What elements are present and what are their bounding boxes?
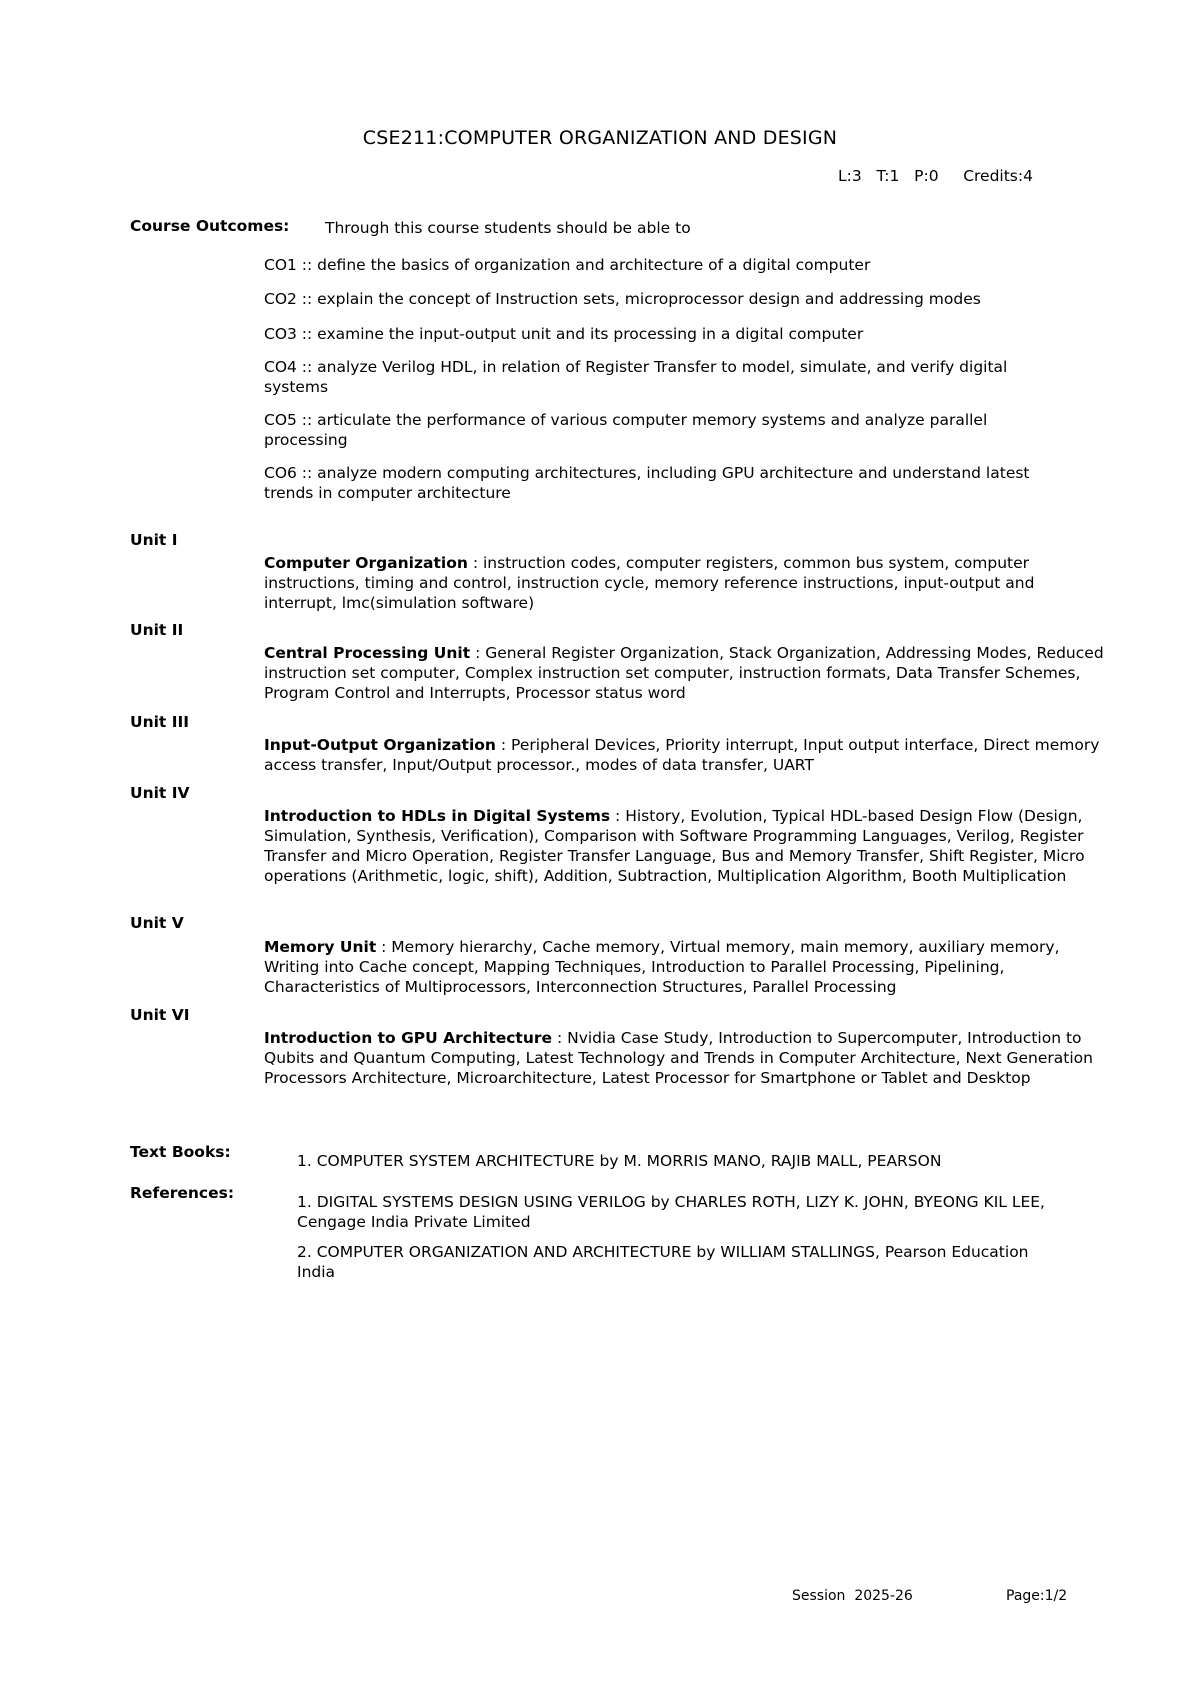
course-outcome-item: CO5 :: articulate the performance of various computer memory systems and analyze parallel processing: [264, 411, 988, 449]
unit-3-heading: Input-Output Organization: [264, 736, 496, 754]
unit-2-content: : General Register Organization, Stack Organization, Addressing Modes, Reduced instruction set computer, Complex instruction set computer, instruction formats, Data Transfer Schemes, Program Control and Interrupts, Processor status word: [264, 644, 1104, 702]
course-outcome-item: CO1 :: define the basics of organization and architecture of a digital computer: [264, 256, 871, 274]
unit-2-body: [264, 643, 1104, 703]
unit-5-content: : Memory hierarchy, Cache memory, Virtual memory, main memory, auxiliary memory, Writing into Cache concept, Mapping Techniques, Introduction to Parallel Processing, Pipelining, Characteristics of Multiprocessors, Interconnection Structures, Parallel Processing: [264, 938, 1060, 996]
unit-6-content: : Nvidia Case Study, Introduction to Supercomputer, Introduction to Qubits and Quantum Computing, Latest Technology and Trends in Computer Architecture, Next Generation Processors Architecture, Microarchitecture, Latest Processor for Smartphone or Tablet and Desktop: [264, 1029, 1093, 1087]
unit-3-content: : Peripheral Devices, Priority interrupt, Input output interface, Direct memory access transfer, Input/Output processor., modes of data transfer, UART: [264, 736, 1100, 774]
unit-4-body: [264, 806, 1104, 886]
reference-item: 2. COMPUTER ORGANIZATION AND ARCHITECTURE by WILLIAM STALLINGS, Pearson Education India: [297, 1243, 1029, 1281]
unit-1-body: [264, 553, 1104, 613]
unit-5-body: [264, 937, 1104, 997]
unit-4-label: Unit IV: [130, 784, 190, 802]
unit-2-heading: Central Processing Unit: [264, 644, 471, 662]
references-label: References:: [130, 1184, 235, 1202]
unit-1-label: Unit I: [130, 531, 178, 549]
course-outcome-item: CO2 :: explain the concept of Instruction sets, microprocessor design and addressing modes: [264, 290, 981, 308]
unit-2-label: Unit II: [130, 621, 184, 639]
course-outcomes-label: Course Outcomes:: [130, 217, 290, 235]
unit-3-label: Unit III: [130, 713, 190, 731]
unit-1-content: : instruction codes, computer registers, common bus system, computer instructions, timing and control, instruction cycle, memory reference instructions, input-output and interrupt, lmc(simulation software): [264, 554, 1035, 612]
credits-info: L:3 T:1 P:0 Credits:4: [838, 167, 1033, 185]
page-number: Page:1/2: [1006, 1588, 1068, 1604]
unit-3-body: [264, 735, 1104, 775]
unit-5-label: Unit V: [130, 914, 184, 932]
session-info: Session 2025-26: [792, 1588, 913, 1604]
text-book-item: 1. COMPUTER SYSTEM ARCHITECTURE by M. MORRIS MANO, RAJIB MALL, PEARSON: [297, 1152, 942, 1170]
course-outcome-item: CO3 :: examine the input-output unit and its processing in a digital computer: [264, 325, 864, 343]
unit-1-heading: Computer Organization: [264, 554, 468, 572]
unit-4-heading: Introduction to HDLs in Digital Systems: [264, 807, 611, 825]
unit-4-content: : History, Evolution, Typical HDL-based Design Flow (Design, Simulation, Synthesis, Verification), Comparison with Software Programming Languages, Verilog, Register Transfer and Micro Operation, Register Transfer Language, Bus and Memory Transfer, Shift Register, Micro operations (Arithmetic, logic, shift), Addition, Subtraction, Multiplication Algorithm, Booth Multiplication: [264, 807, 1085, 885]
unit-6-body: [264, 1028, 1104, 1088]
course-title: CSE211:COMPUTER ORGANIZATION AND DESIGN: [362, 127, 838, 149]
course-outcome-item: CO6 :: analyze modern computing architectures, including GPU architecture and understand latest trends in computer architecture: [264, 464, 1030, 502]
unit-6-label: Unit VI: [130, 1006, 190, 1024]
unit-5-heading: Memory Unit: [264, 938, 377, 956]
course-outcome-item: CO4 :: analyze Verilog HDL, in relation of Register Transfer to model, simulate, and verify digital systems: [264, 358, 1008, 396]
text-books-label: Text Books:: [130, 1143, 231, 1161]
reference-item: 1. DIGITAL SYSTEMS DESIGN USING VERILOG by CHARLES ROTH, LIZY K. JOHN, BYEONG KIL LEE, Cengage India Private Limited: [297, 1193, 1045, 1231]
course-outcomes-intro: Through this course students should be able to: [325, 219, 691, 237]
unit-6-heading: Introduction to GPU Architecture: [264, 1029, 553, 1047]
